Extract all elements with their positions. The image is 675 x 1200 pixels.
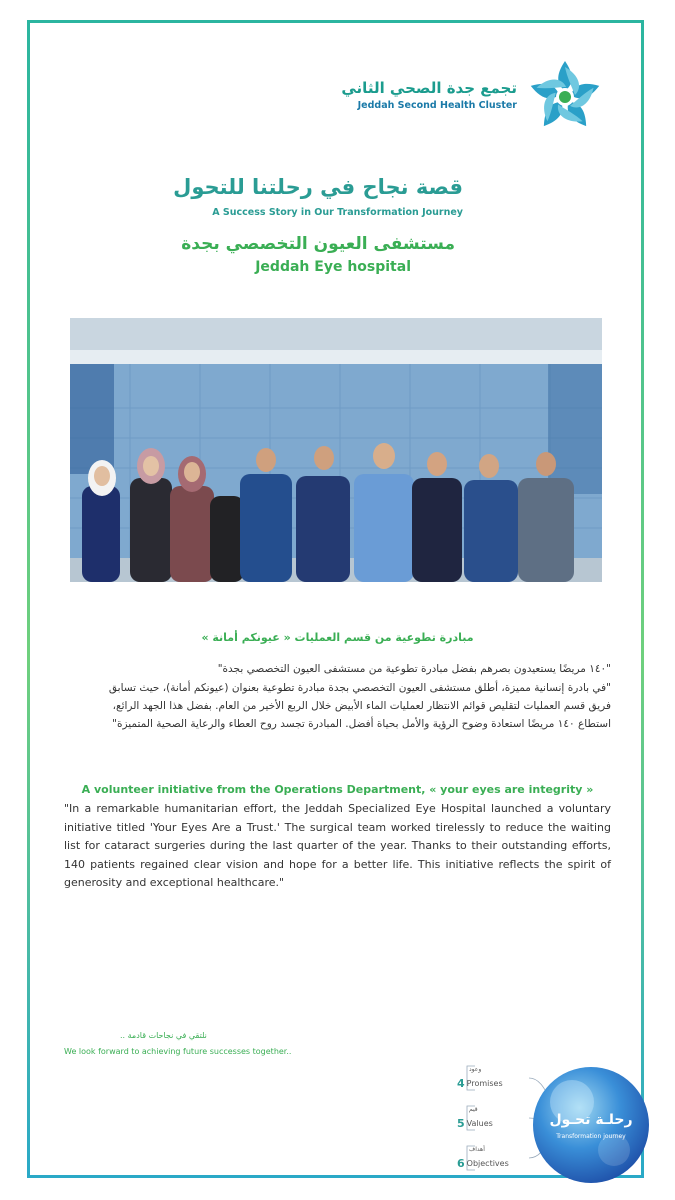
journey-title-arabic: رحلـة تحـول xyxy=(549,1112,633,1128)
story-title-english: A Success Story in Our Transformation Journey xyxy=(212,207,463,218)
journey-promises xyxy=(457,1066,523,1092)
pill-arabic: وعود xyxy=(469,1066,482,1073)
pill-label: Values xyxy=(466,1118,493,1128)
transformation-journey-emblem xyxy=(532,1066,650,1184)
hospital-name-english: Jeddah Eye hospital xyxy=(255,259,411,275)
logo-english-name: Jeddah Second Health Cluster xyxy=(357,100,517,111)
story-title-arabic: قصة نجاح في رحلتنا للتحول xyxy=(173,175,463,199)
initiative-heading-english: A volunteer initiative from the Operations Department, « your eyes are integrity » xyxy=(81,783,594,796)
pill-number: 5 xyxy=(457,1116,465,1130)
journey-objectives xyxy=(457,1146,523,1172)
journey-values xyxy=(457,1106,523,1132)
team-photo xyxy=(70,318,602,582)
arabic-paragraph-line: "في بادرة إنسانية مميزة، أطلق مستشفى العيون التخصصي بجدة مبادرة تطوعية بعنوان (عيونكم أمانة)، حيث تسابق xyxy=(108,682,611,694)
initiative-heading-arabic: مبادرة تطوعية من قسم العمليات « عيونكم أمانة » xyxy=(201,631,474,644)
logo-arabic-name: تجمع جدة الصحي الثاني xyxy=(341,79,517,97)
pill-arabic: قيم xyxy=(469,1106,478,1113)
cluster-logo xyxy=(341,55,605,135)
pill-arabic: أهداف xyxy=(469,1146,485,1153)
cluster-logo-icon xyxy=(525,55,605,135)
pill-label: Objectives xyxy=(466,1158,509,1168)
english-paragraph: "In a remarkable humanitarian effort, the Jeddah Specialized Eye Hospital launched a voluntary initiative titled 'Your Eyes Are a Trust.' The surgical team worked tirelessly to reduce the waiting list for cataract surgeries during the last quarter of the year. Thanks to their outstanding efforts, 140 patients regained clear vision and hope for a better life. This initiative reflects the spirit of generosity and exceptional healthcare." xyxy=(64,802,611,889)
pill-number: 6 xyxy=(457,1156,465,1170)
pill-number: 4 xyxy=(457,1076,465,1090)
arabic-paragraph-line: "١٤٠ مريضًا يستعيدون بصرهم بفضل مبادرة تطوعية من مستشفى العيون التخصصي بجدة" xyxy=(217,663,611,675)
arabic-paragraph-line: استطاع ١٤٠ مريضًا استعادة وضوح الرؤية والأمل بحياة أفضل. المبادرة تجسد روح العطاء والرعاية الصحية المتميزة" xyxy=(112,718,611,730)
arabic-paragraph-line: فريق قسم العمليات لتقليص قوائم الانتظار لعمليات الماء الأبيض خلال الربع الأخير من العام. بفضل هذا الجهد الرائع، xyxy=(112,700,611,712)
footer-english: We look forward to achieving future successes together.. xyxy=(64,1047,292,1056)
footer-arabic: نلتقي في نجاحات قادمة .. xyxy=(120,1031,207,1040)
pill-label: Promises xyxy=(466,1078,503,1088)
hospital-name-arabic: مستشفى العيون التخصصي بجدة xyxy=(181,234,455,254)
journey-title-english: Transformation journey xyxy=(556,1133,626,1140)
